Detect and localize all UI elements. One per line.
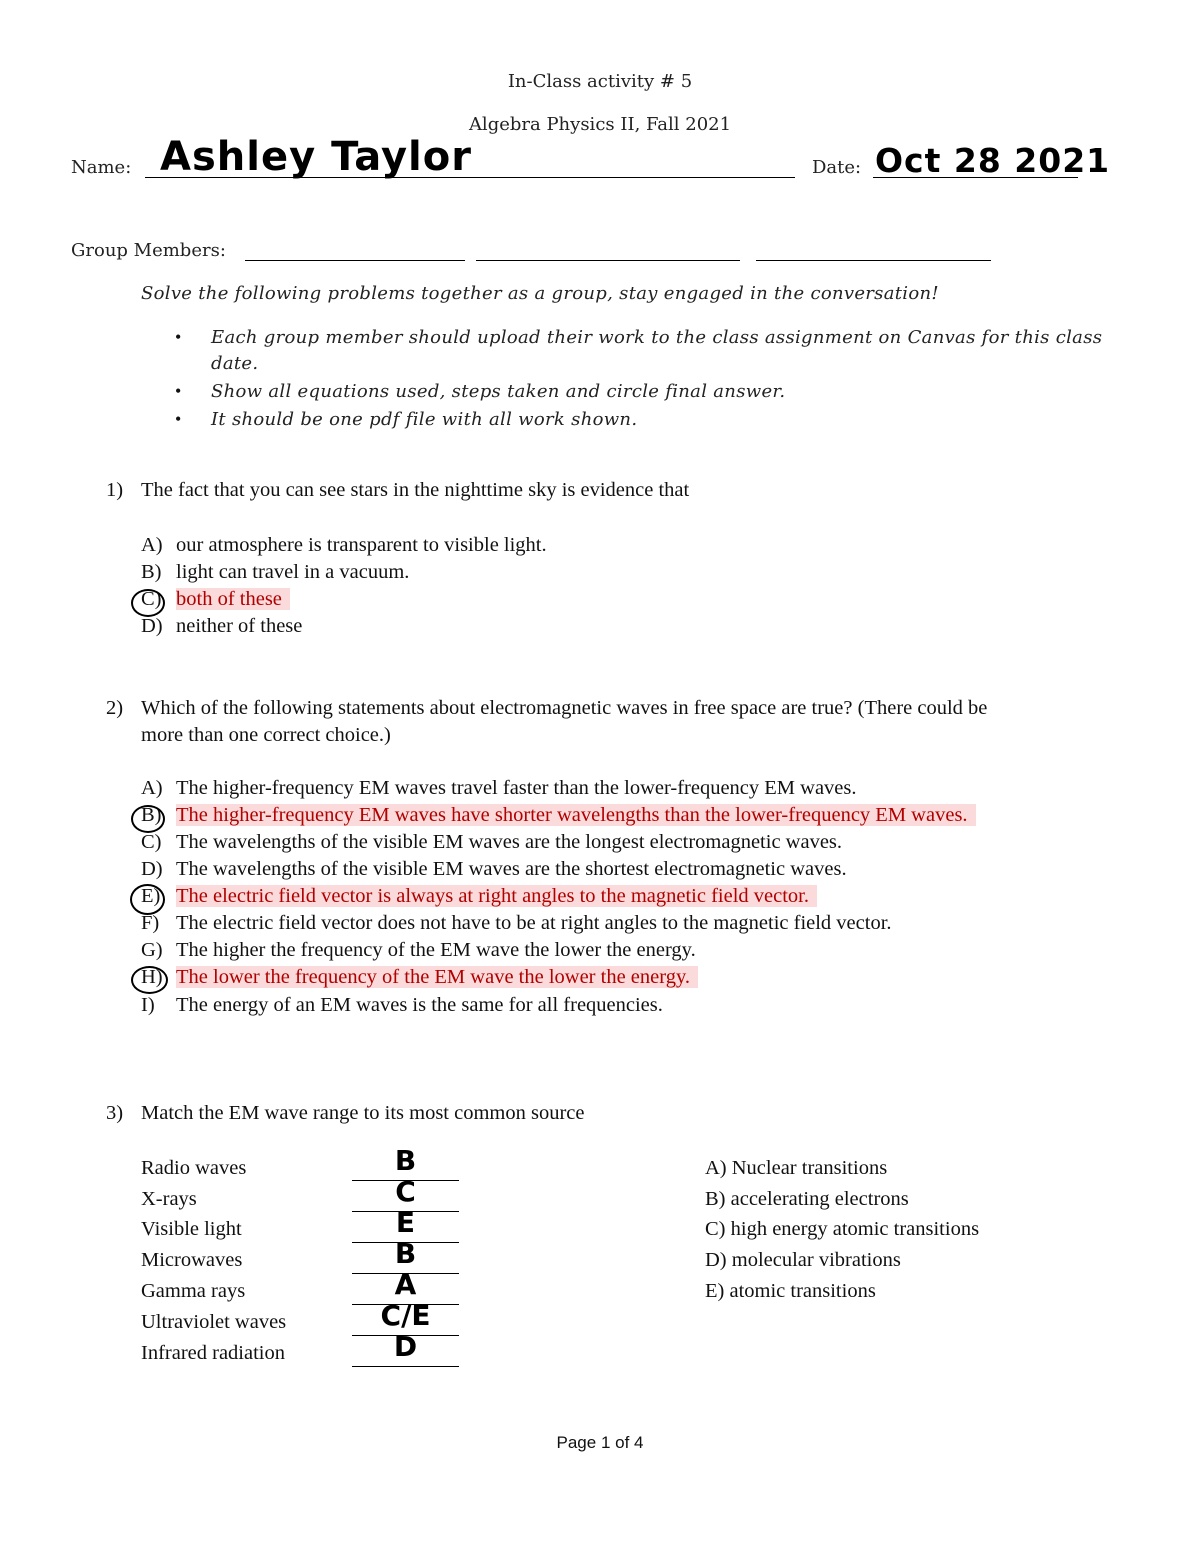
group-members-label: Group Members:: [71, 240, 226, 261]
q2-option-e-selected: E) The electric field vector is always at right angles to the magnetic field vector.: [141, 885, 817, 908]
instruction-bullet-3: It should be one pdf file with all work shown.: [211, 409, 638, 430]
match-answer-handwritten: D: [393, 1330, 418, 1363]
date-label: Date:: [812, 157, 862, 178]
match-wave-label: Gamma rays: [141, 1280, 246, 1302]
match-answer-handwritten: E: [395, 1206, 416, 1239]
answer-circle-mark: [131, 966, 168, 994]
name-handwritten: Ashley Taylor: [160, 134, 472, 180]
q2-option-i: I) The energy of an EM waves is the same for all frequencies.: [141, 994, 663, 1016]
q1-option-c-selected: C) both of these: [141, 588, 290, 611]
q1-option-b: B) light can travel in a vacuum.: [141, 561, 410, 583]
date-underline: [873, 177, 1078, 178]
source-option: D) molecular vibrations: [705, 1249, 901, 1271]
q2-option-d: D) The wavelengths of the visible EM waves are the shortest electromagnetic waves.: [141, 858, 847, 880]
source-option: C) high energy atomic transitions: [705, 1218, 980, 1240]
match-wave-label: X-rays: [141, 1188, 197, 1210]
q2-text-line-1: Which of the following statements about electromagnetic waves in free space are true? (There could be: [141, 697, 988, 719]
match-wave-label: Radio waves: [141, 1157, 247, 1179]
match-answer-handwritten: C/E: [380, 1299, 431, 1332]
page-number: Page 1 of 4: [556, 1433, 644, 1452]
group-member-line-2: [476, 260, 740, 261]
source-option: A) Nuclear transitions: [705, 1157, 888, 1179]
date-handwritten: Oct 28 2021: [875, 141, 1111, 180]
q2-option-c: C) The wavelengths of the visible EM waves are the longest electromagnetic waves.: [141, 831, 843, 853]
match-wave-label: Visible light: [141, 1218, 242, 1240]
instruction-bullet-1: Each group member should upload their work to the class assignment on Canvas for this class: [211, 327, 1103, 348]
q1-number: 1): [106, 479, 124, 501]
match-answer-handwritten: B: [394, 1237, 417, 1270]
match-wave-label: Microwaves: [141, 1249, 243, 1271]
group-member-line-3: [756, 260, 991, 261]
q2-option-h-selected: H) The lower the frequency of the EM wave the lower the energy.: [141, 966, 698, 989]
answer-circle-mark: [131, 589, 165, 617]
instruction-bullet-2: Show all equations used, steps taken and circle final answer.: [211, 381, 786, 402]
match-wave-label: Ultraviolet waves: [141, 1311, 287, 1333]
source-option: B) accelerating electrons: [705, 1188, 909, 1210]
q2-option-g: G) The higher the frequency of the EM wave the lower the energy.: [141, 939, 696, 961]
source-option: E) atomic transitions: [705, 1280, 876, 1302]
q1-option-a: A) our atmosphere is transparent to visible light.: [141, 534, 547, 556]
match-answer-handwritten: C: [395, 1175, 416, 1208]
answer-circle-mark: [131, 805, 165, 833]
answer-circle-mark: [130, 884, 165, 915]
name-underline: [145, 177, 795, 178]
q2-text-line-2: more than one correct choice.): [141, 724, 391, 746]
match-answer-line: [352, 1366, 459, 1367]
q2-option-a: A) The higher-frequency EM waves travel faster than the lower-frequency EM waves.: [141, 777, 857, 799]
bullet-dot: •: [175, 327, 182, 347]
page-title: In-Class activity # 5: [507, 71, 693, 92]
group-member-line-1: [245, 260, 465, 261]
q1-text: The fact that you can see stars in the nighttime sky is evidence that: [141, 479, 690, 501]
instruction-bullet-1-cont: date.: [211, 353, 259, 374]
bullet-dot: •: [175, 381, 182, 401]
match-answer-handwritten: B: [394, 1144, 417, 1177]
q2-number: 2): [106, 697, 124, 719]
q1-option-d: D) neither of these: [141, 615, 303, 637]
q2-option-f: F) The electric field vector does not have to be at right angles to the magnetic field vector.: [141, 912, 892, 934]
bullet-dot: •: [175, 409, 182, 429]
course-subtitle: Algebra Physics II, Fall 2021: [468, 114, 732, 135]
name-label: Name:: [71, 157, 132, 178]
q3-text: Match the EM wave range to its most common source: [141, 1102, 585, 1124]
instructions-intro: Solve the following problems together as a group, stay engaged in the conversation!: [141, 283, 939, 304]
match-wave-label: Infrared radiation: [141, 1342, 285, 1364]
q2-option-b-selected: B) The higher-frequency EM waves have shorter wavelengths than the lower-frequency EM waves.: [141, 804, 976, 827]
match-answer-handwritten: A: [394, 1268, 417, 1301]
q3-number: 3): [106, 1102, 124, 1124]
